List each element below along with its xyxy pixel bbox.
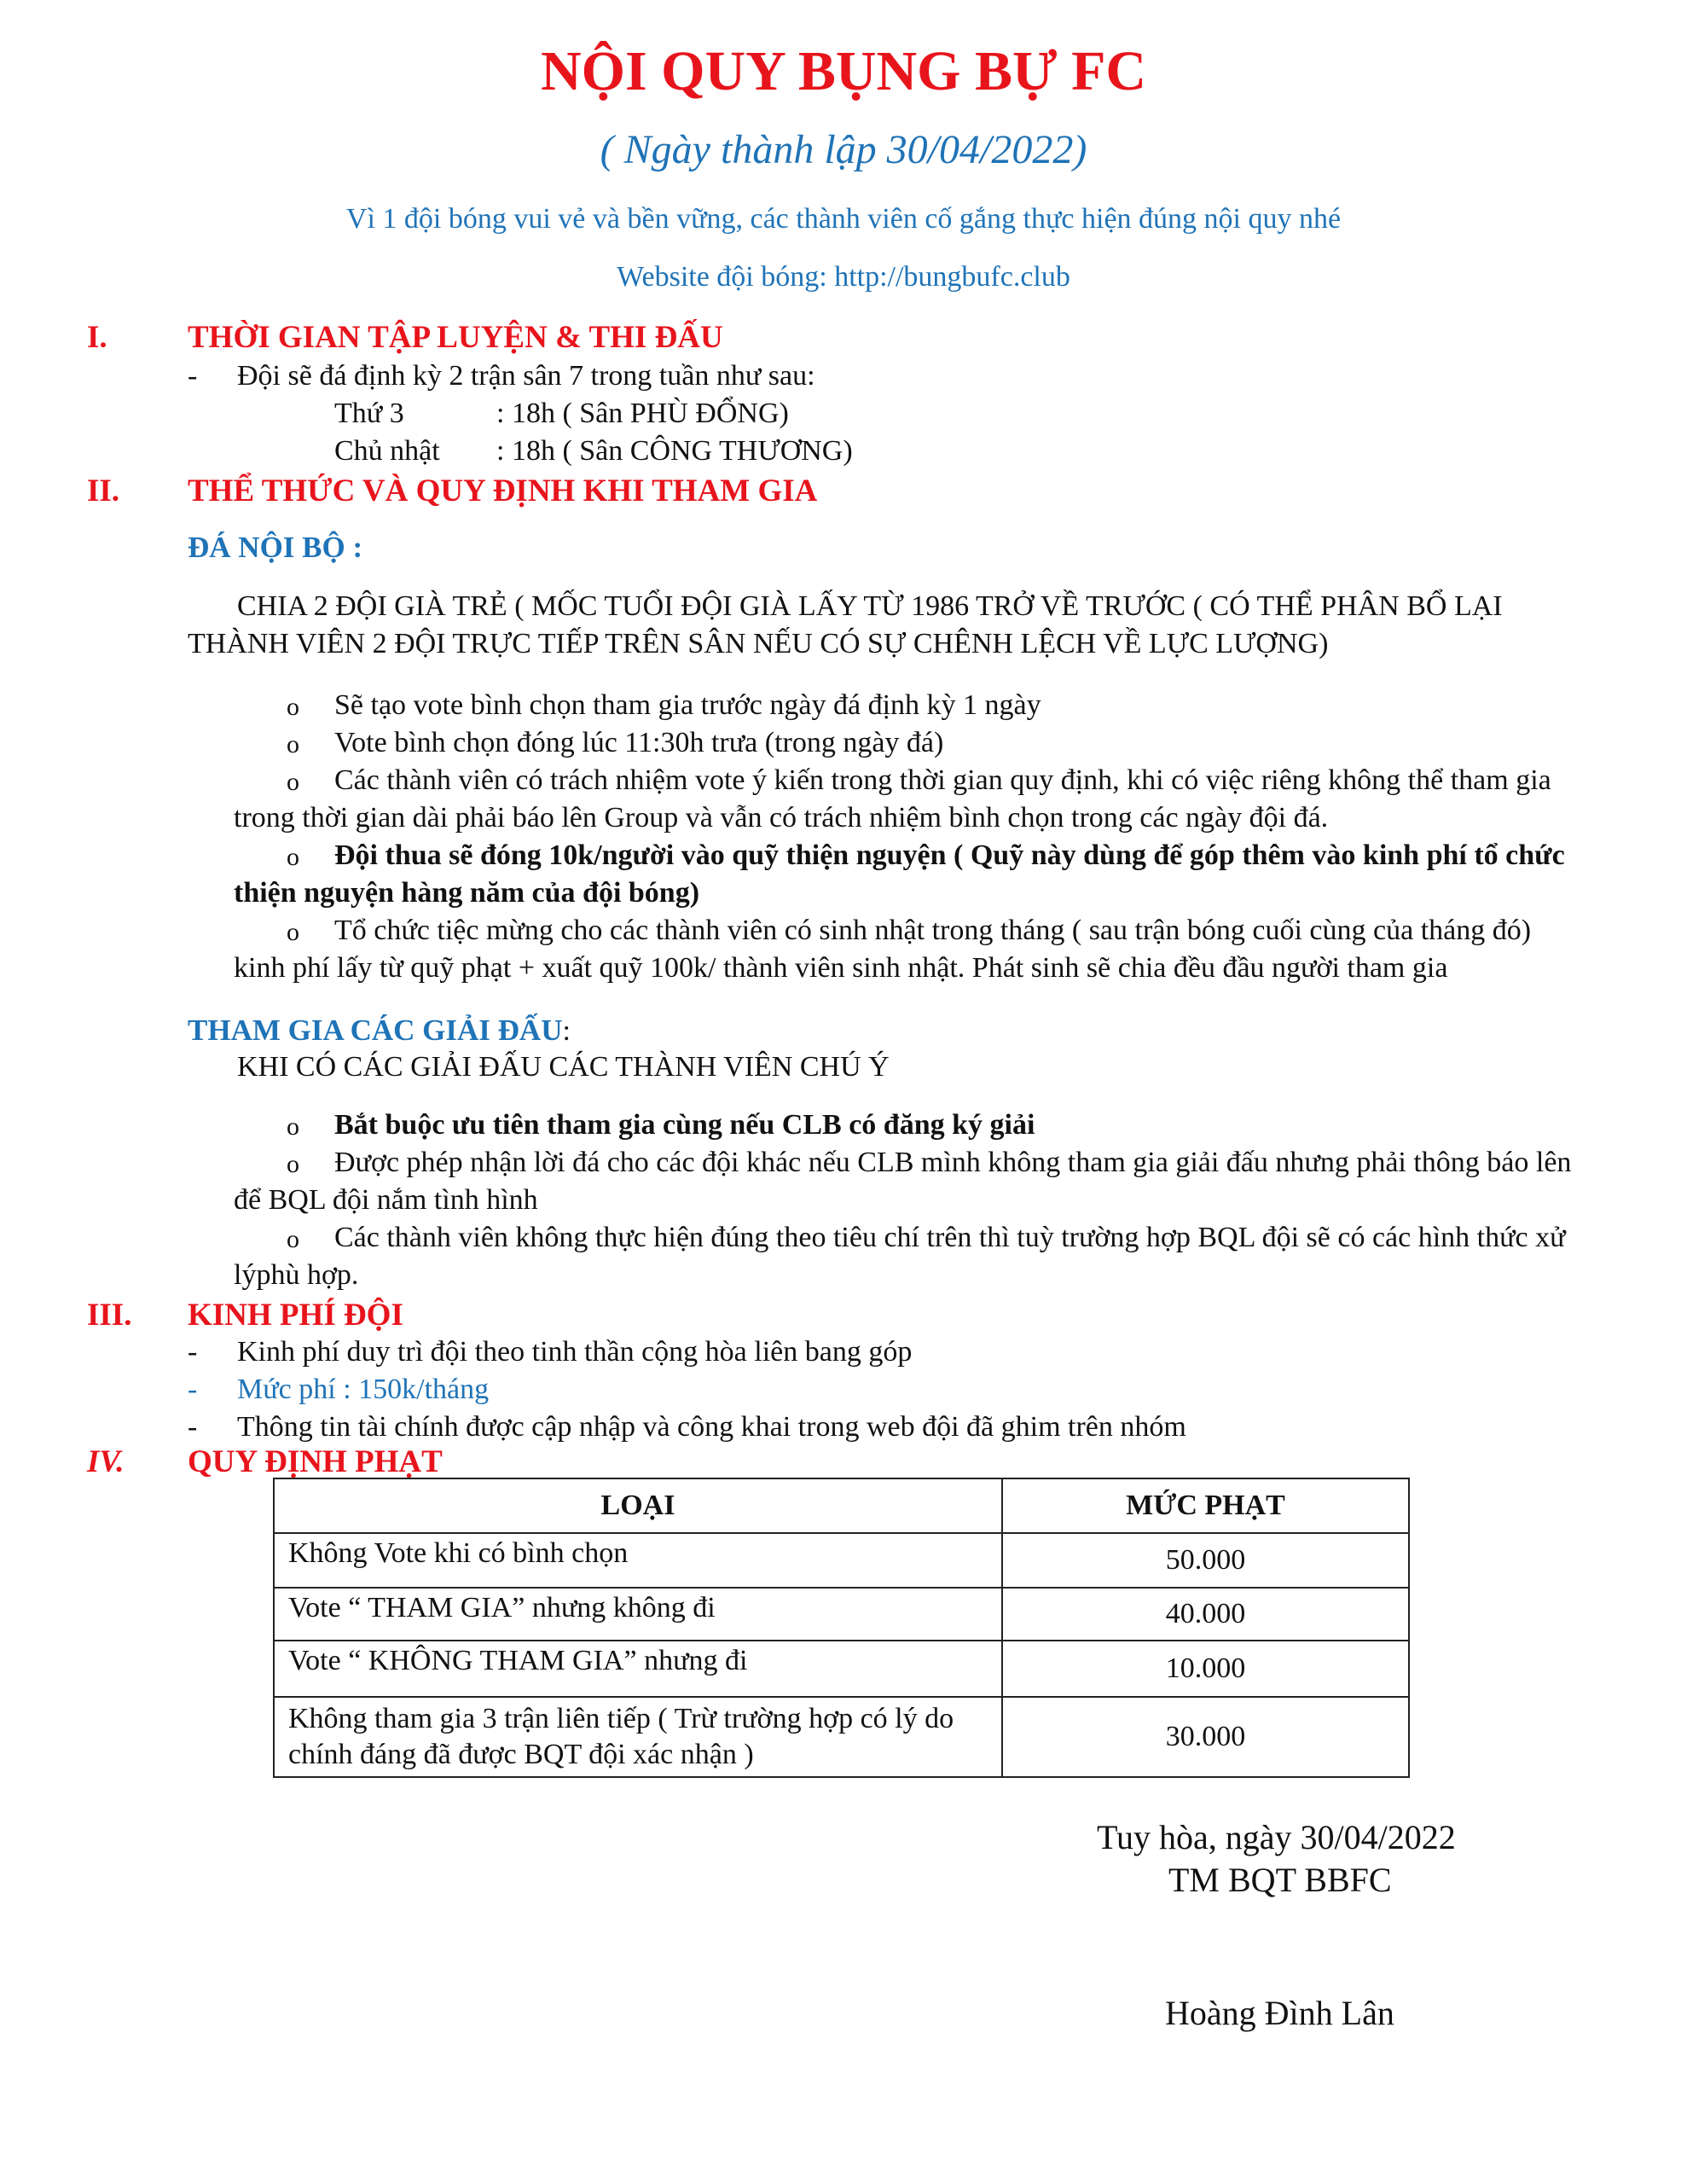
penalty-type: Không tham gia 3 trận liên tiếp ( Trừ trường hợp có lý do chính đáng đã được BQT đội xác nhận ) (274, 1697, 1002, 1777)
internal-bullet-3-line-2: trong thời gian dài phải báo lên Group và vẫn có trách nhiệm bình chọn trong các ngày đội đá. (234, 802, 1329, 834)
dash-bullet: - (188, 360, 198, 392)
schedule-time-1: : 18h ( Sân PHÙ ĐỔNG) (496, 398, 789, 429)
dash-bullet: - (188, 1336, 198, 1368)
internal-bullet-1: Sẽ tạo vote bình chọn tham gia trước ngày đá định kỳ 1 ngày (334, 689, 1041, 721)
table-row (274, 1588, 1409, 1641)
circle-bullet: o (287, 918, 299, 946)
section-3-title: KINH PHÍ ĐỘI (188, 1298, 403, 1333)
signature-date: Tuy hòa, ngày 30/04/2022 (1097, 1818, 1456, 1856)
circle-bullet: o (287, 1112, 299, 1141)
tournament-bullet-3-line-2: lýphù hợp. (234, 1259, 359, 1291)
document-title: NỘI QUY BỤNG BỰ FC (540, 40, 1147, 102)
penalty-amount: 10.000 (1002, 1641, 1409, 1697)
penalty-amount: 30.000 (1002, 1697, 1409, 1777)
table-row (274, 1697, 1409, 1777)
dash-bullet: - (188, 1374, 198, 1405)
penalty-amount: 40.000 (1002, 1588, 1409, 1641)
penalty-type: Không Vote khi có bình chọn (274, 1533, 1002, 1588)
tournament-heading-text: THAM GIA CÁC GIẢI ĐẤU (188, 1014, 563, 1047)
website-line: Website đội bóng: http://bungbufc.club (617, 261, 1070, 293)
circle-bullet: o (287, 1225, 299, 1253)
internal-rule-line-1: CHIA 2 ĐỘI GIÀ TRẺ ( MỐC TUỔI ĐỘI GIÀ LẤY TỪ 1986 TRỞ VỀ TRƯỚC ( CÓ THỂ PHÂN BỔ LẠI (237, 590, 1503, 622)
signature-role: TM BQT BBFC (1168, 1861, 1392, 1899)
penalty-amount: 50.000 (1002, 1533, 1409, 1588)
internal-rule-line-2: THÀNH VIÊN 2 ĐỘI TRỰC TIẾP TRÊN SÂN NẾU CÓ SỰ CHÊNH LỆCH VỀ LỰC LƯỢNG) (188, 628, 1329, 659)
section-1-number: I. (87, 320, 107, 355)
section-3-number: III. (87, 1298, 132, 1333)
circle-bullet: o (287, 693, 299, 721)
internal-bullet-5-line-1: Tổ chức tiệc mừng cho các thành viên có sinh nhật trong tháng ( sau trận bóng cuối cùng của tháng đó) (334, 915, 1532, 946)
section-2-number: II. (87, 473, 120, 508)
schedule-time-2: : 18h ( Sân CÔNG THƯƠNG) (496, 435, 853, 467)
founding-date: ( Ngày thành lập 30/04/2022) (600, 127, 1087, 172)
penalty-type: Vote “ KHÔNG THAM GIA” nhưng đi (274, 1641, 1002, 1697)
column-header-fine: MỨC PHẠT (1002, 1478, 1409, 1533)
section-1-title: THỜI GIAN TẬP LUYỆN & THI ĐẤU (188, 320, 723, 355)
table-row (274, 1533, 1409, 1588)
circle-bullet: o (287, 843, 299, 871)
column-header-type: LOẠI (274, 1478, 1002, 1533)
internal-bullet-5-line-2: kinh phí lấy từ quỹ phạt + xuất quỹ 100k/ thành viên sinh nhật. Phát sinh sẽ chia đều đầu người tham gia (234, 952, 1448, 984)
section-4-title: QUY ĐỊNH PHẠT (188, 1444, 443, 1479)
table-row (274, 1641, 1409, 1697)
section-2-title: THỂ THỨC VÀ QUY ĐỊNH KHI THAM GIA (188, 473, 818, 508)
tournament-heading (188, 1014, 571, 1048)
schedule-intro: Đội sẽ đá định kỳ 2 trận sân 7 trong tuần như sau: (237, 360, 815, 392)
circle-bullet: o (287, 730, 299, 758)
tournament-bullet-2-line-2: để BQL đội nắm tình hình (234, 1184, 538, 1216)
signature-name: Hoàng Đình Lân (1165, 1994, 1394, 2032)
internal-bullet-4-line-2: thiện nguyện hàng năm của đội bóng) (234, 877, 700, 909)
tournament-bullet-2-line-1: Được phép nhận lời đá cho các đội khác nếu CLB mình không tham gia giải đấu nhưng phải thông báo lên (334, 1147, 1572, 1178)
tournament-heading-colon: : (562, 1015, 571, 1047)
penalty-type: Vote “ THAM GIA” nhưng không đi (274, 1588, 1002, 1641)
internal-match-heading: ĐÁ NỘI BỘ : (188, 531, 363, 564)
section-4-number: IV. (87, 1444, 125, 1479)
fund-line-1: Kinh phí duy trì đội theo tinh thần cộng hòa liên bang góp (237, 1336, 913, 1368)
internal-bullet-2: Vote bình chọn đóng lúc 11:30h trưa (trong ngày đá) (334, 727, 944, 758)
circle-bullet: o (287, 768, 299, 796)
tournament-intro: KHI CÓ CÁC GIẢI ĐẤU CÁC THÀNH VIÊN CHÚ Ý (237, 1051, 890, 1083)
penalty-table-header-row (274, 1478, 1409, 1533)
motto-line: Vì 1 đội bóng vui vẻ và bền vững, các thành viên cố gắng thực hiện đúng nội quy nhé (345, 203, 1342, 235)
internal-bullet-3-line-1: Các thành viên có trách nhiệm vote ý kiến trong thời gian quy định, khi có việc riêng không thể tham gia (334, 764, 1551, 796)
dash-bullet: - (188, 1411, 198, 1443)
fund-line-3: Thông tin tài chính được cập nhập và công khai trong web đội đã ghim trên nhóm (237, 1411, 1186, 1443)
schedule-day-1: Thứ 3 (334, 398, 404, 429)
tournament-bullet-1: Bắt buộc ưu tiên tham gia cùng nếu CLB có đăng ký giải (334, 1109, 1035, 1141)
schedule-day-2: Chủ nhật (334, 435, 440, 467)
fund-fee-line: Mức phí : 150k/tháng (237, 1374, 490, 1405)
penalty-table (273, 1478, 1410, 1778)
circle-bullet: o (287, 1150, 299, 1178)
tournament-bullet-3-line-1: Các thành viên không thực hiện đúng theo tiêu chí trên thì tuỳ trường hợp BQL đội sẽ có các hình thức xử (334, 1222, 1566, 1253)
internal-bullet-4-line-1: Đội thua sẽ đóng 10k/người vào quỹ thiện nguyện ( Quỹ này dùng để góp thêm vào kinh phí tổ chức (334, 839, 1565, 871)
